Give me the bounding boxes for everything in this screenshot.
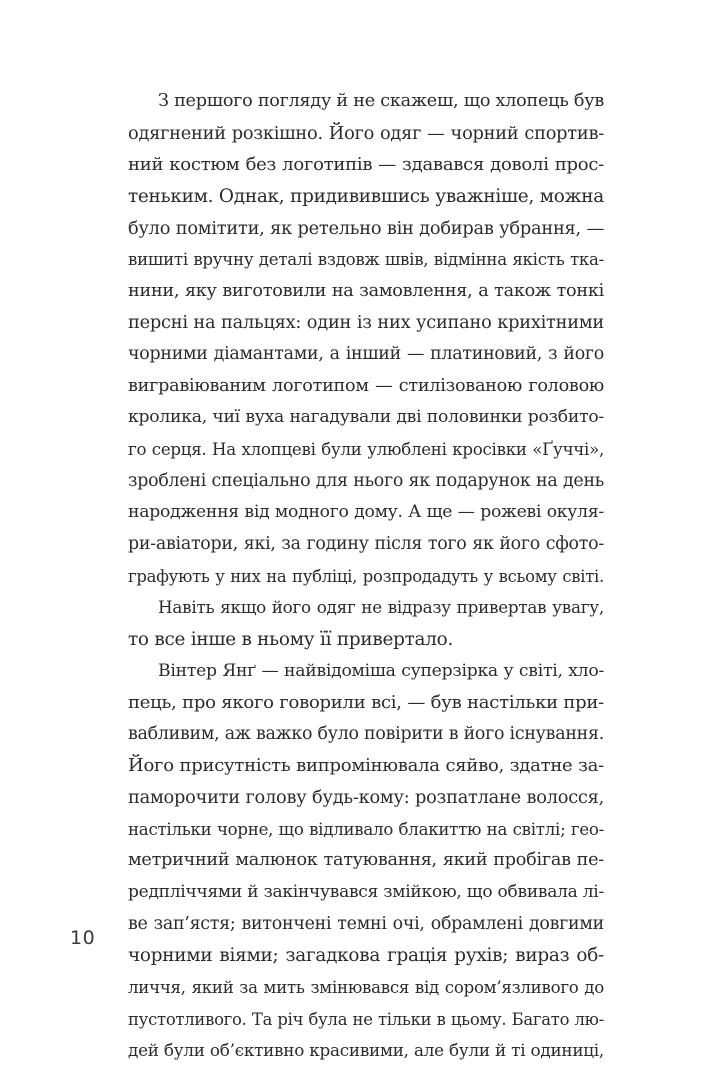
text-line: Навіть якщо його одяг не відразу привертав увагу, [158,597,604,618]
text-line: личчя, який за мить змінювався від сором’язливого до [128,977,604,997]
text-line: З першого погляду й не скажеш, що хлопець був [158,91,604,111]
text-line: теньким. Однак, придивившись уважніше, можна [128,185,604,207]
text-line: чорними віями; загадкова грація рухів; вираз об- [128,945,604,967]
text-line: вабливим, аж важко було повірити в його існування. [128,723,604,744]
text-line: зроблені спеціально для нього як подарунок на день [128,470,604,491]
text-line: вигравіюваним логотипом — стилізованою головою [128,375,604,396]
text-line: ний костюм без логотипів — здавався доволі прос- [128,154,604,176]
text-line: Його присутність випромінювала сяйво, здатне за- [128,755,604,777]
text-line: графують у них на публіці, розпродадуть у всьому світі. [128,566,604,586]
text-line: кролика, чиї вуха нагадували дві половинки розбито- [128,407,604,428]
text-line: Вінтер Янґ — найвідоміша суперзірка у світі, хло- [158,660,604,681]
paragraph [128,86,604,592]
text-line: паморочити голову будь-кому: розпатлане волосся, [128,787,604,809]
text-line: було помітити, як ретельно він добирав убрання, — [128,217,604,239]
text-line: персні на пальцях: один із них усипано крихітними [128,312,604,334]
page-number: 10 [70,927,96,949]
text-line: одягнений розкішно. Його одяг — чорний спортив- [128,122,604,144]
text-line: пустотливого. Та річ була не тільки в цьому. Багато лю- [128,1009,604,1029]
paragraph [128,592,604,655]
text-line: народження від модного дому. А ще — рожеві окуля- [128,502,604,523]
text-line: вишиті вручну деталі вздовж швів, відмінна якість тка- [128,250,604,270]
paragraph [128,656,604,1067]
text-line: метричний малюнок татуювання, який пробігав пе- [128,850,604,871]
text-line: то все інше в ньому її привертало. [128,628,454,650]
text-line: чорними діамантами, а інший — платиновий, з його [128,344,604,365]
text-line: настільки чорне, що відливало блакиттю на світлі; гео- [128,819,604,839]
text-line: ве зап’ястя; витончені темні очі, обрамлені довгими [128,913,604,934]
text-line: редпліччями й закінчувався змійкою, що обвивала лі- [128,882,604,903]
text-line: нини, яку виготовили на замовлення, а також тонкі [128,280,604,301]
text-line: пець, про якого говорили всі, — був настільки при- [128,692,604,714]
text-line: ри-авіатори, які, за годину після того як його сфото- [128,533,604,554]
body-text [128,86,604,1067]
text-line: дей були об’єктивно красивими, але були й ті одиниці, [128,1040,604,1061]
text-line: го серця. На хлопцеві були улюблені кросівки «Ґуччі», [128,440,604,460]
